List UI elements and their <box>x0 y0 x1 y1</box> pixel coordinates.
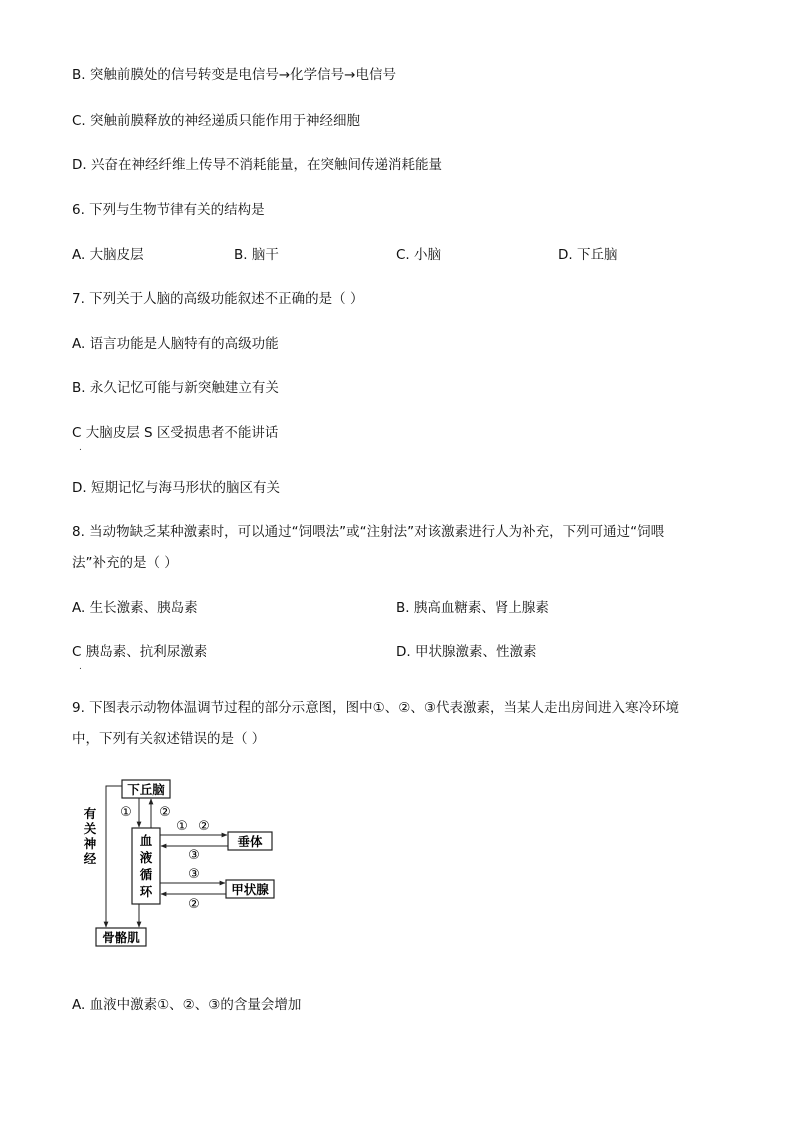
pituitary-label: 垂体 <box>237 834 263 849</box>
q8-option-c[interactable]: C 胰岛素、抗利尿激素 <box>72 644 208 660</box>
q8-option-a[interactable]: A. 生长激素、胰岛素 <box>72 600 198 616</box>
q8-option-c-mark: . <box>79 662 82 672</box>
q7-option-b[interactable]: B. 永久记忆可能与新突触建立有关 <box>72 380 279 396</box>
label-from-pituitary: ③ <box>188 848 200 863</box>
q7-option-c-mark: . <box>79 443 82 453</box>
nerve-char-3: 神 <box>83 836 97 851</box>
q5-option-d[interactable]: D. 兴奋在神经纤维上传导不消耗能量，在突触间传递消耗能量 <box>72 157 442 173</box>
label-to-thyroid: ③ <box>188 867 200 882</box>
blood-char-2: 液 <box>139 850 153 865</box>
nerve-char-1: 有 <box>83 806 97 821</box>
q6-option-c[interactable]: C. 小脑 <box>396 247 442 263</box>
q7-stem: 7. 下列关于人脑的高级功能叙述不正确的是（ ） <box>72 291 364 307</box>
q8-option-b[interactable]: B. 胰高血糖素、肾上腺素 <box>396 600 549 616</box>
q9-option-a[interactable]: A. 血液中激素①、②、③的含量会增加 <box>72 997 302 1013</box>
q6-option-d[interactable]: D. 下丘脑 <box>558 247 618 263</box>
q9-stem-line2: 中，下列有关叙述错误的是（ ） <box>72 731 266 747</box>
label-to-pituitary-1: ① <box>176 819 188 834</box>
blood-char-4: 环 <box>139 884 153 899</box>
hypothalamus-label: 下丘脑 <box>127 782 165 797</box>
label-to-pituitary-2: ② <box>198 819 210 834</box>
q6-option-b[interactable]: B. 脑干 <box>234 247 279 263</box>
q8-option-d[interactable]: D. 甲状腺激素、性激素 <box>396 644 537 660</box>
nerve-char-2: 关 <box>83 821 97 836</box>
thermoregulation-diagram <box>76 772 280 952</box>
q7-option-d[interactable]: D. 短期记忆与海马形状的脑区有关 <box>72 480 280 496</box>
blood-char-1: 血 <box>139 833 153 848</box>
q8-stem-line1: 8. 当动物缺乏某种激素时，可以通过“饲喂法”或“注射法”对该激素进行人为补充，下列可通过“饲喂 <box>72 524 665 540</box>
nerve-char-4: 经 <box>83 851 97 866</box>
label-hyp-down: ① <box>120 805 132 820</box>
label-from-thyroid: ② <box>188 897 200 912</box>
thyroid-label: 甲状腺 <box>231 882 269 897</box>
skeletal-muscle-label: 骨骼肌 <box>102 930 140 945</box>
label-hyp-up: ② <box>159 805 171 820</box>
q8-stem-line2: 法”补充的是（ ） <box>72 555 178 571</box>
blood-char-3: 循 <box>139 867 153 882</box>
q9-stem-line1: 9. 下图表示动物体温调节过程的部分示意图，图中①、②、③代表激素，当某人走出房间进入寒冷环境 <box>72 700 679 716</box>
q6-option-a[interactable]: A. 大脑皮层 <box>72 247 144 263</box>
q6-stem: 6. 下列与生物节律有关的结构是 <box>72 202 265 218</box>
q7-option-a[interactable]: A. 语言功能是人脑特有的高级功能 <box>72 336 279 352</box>
q5-option-c[interactable]: C. 突触前膜释放的神经递质只能作用于神经细胞 <box>72 113 361 129</box>
q5-option-b[interactable]: B. 突触前膜处的信号转变是电信号→化学信号→电信号 <box>72 67 396 83</box>
q7-option-c[interactable]: C 大脑皮层 S 区受损患者不能讲话 <box>72 425 279 441</box>
